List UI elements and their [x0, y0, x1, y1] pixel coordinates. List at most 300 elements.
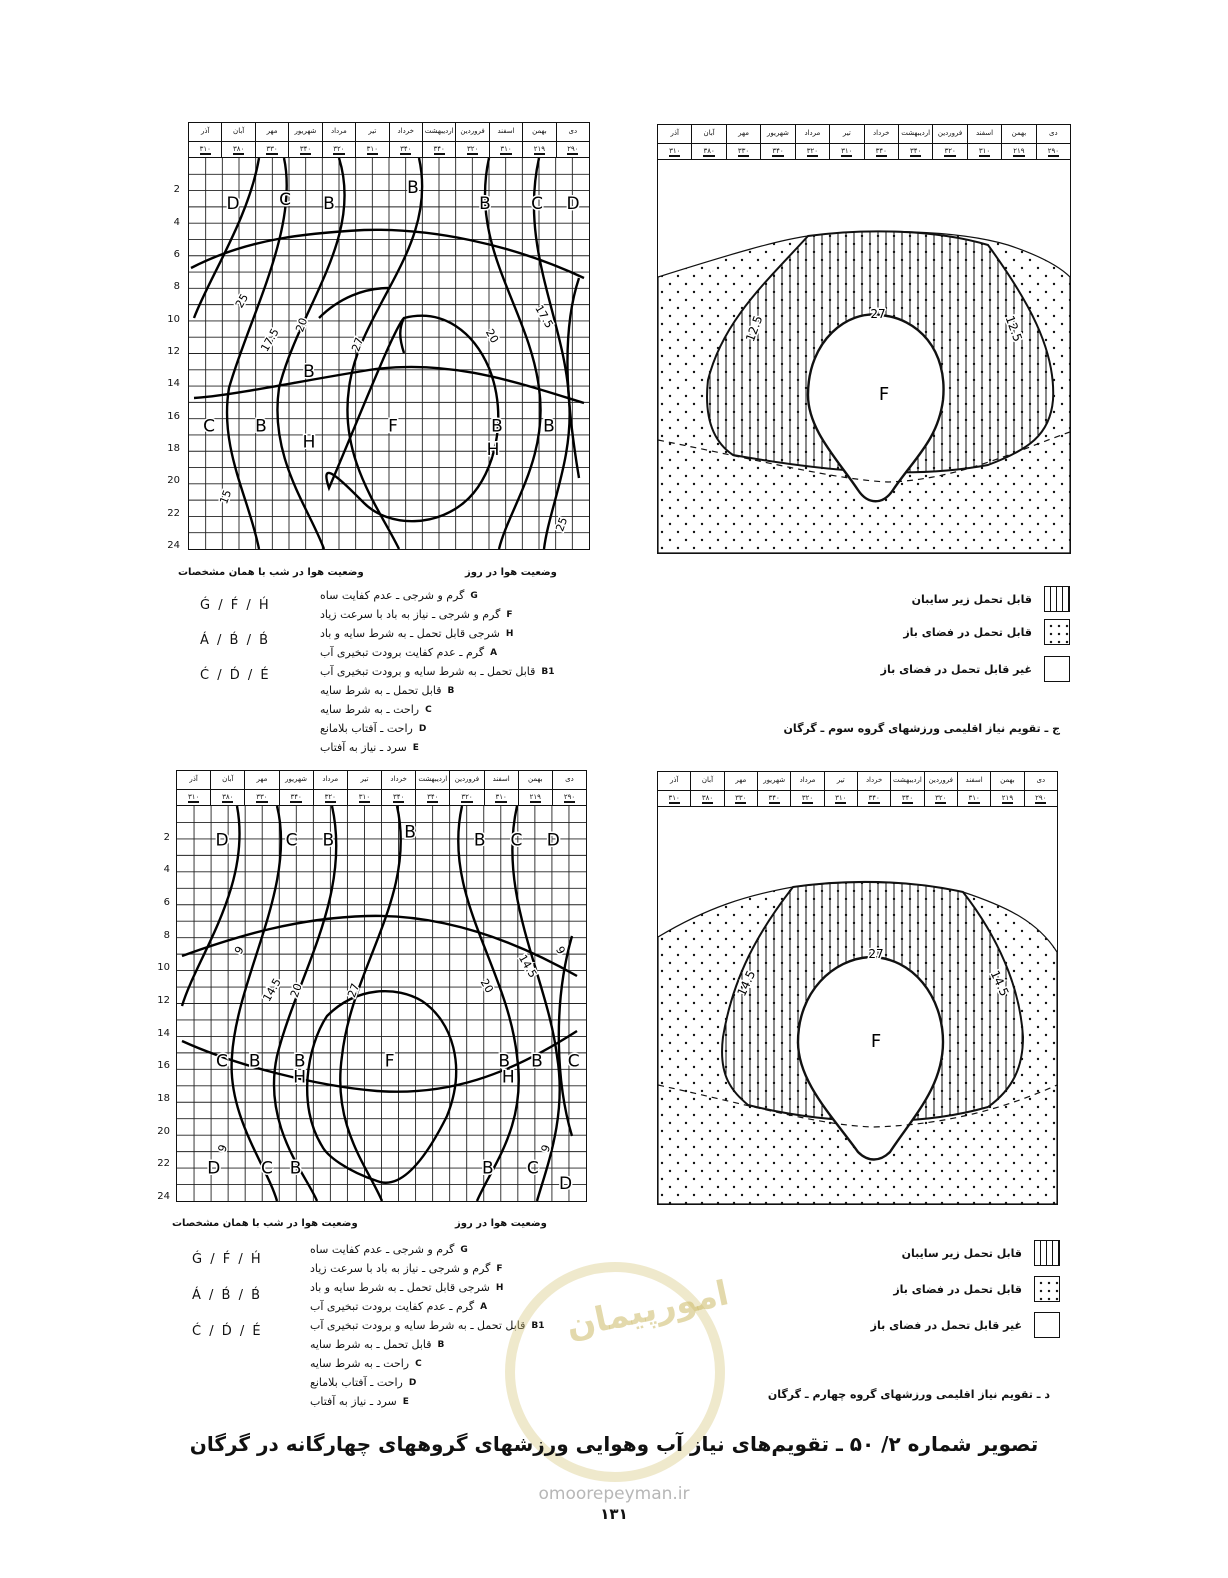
- month-value: ۳۱۰: [968, 794, 980, 802]
- month-cell: خرداد: [381, 771, 415, 789]
- month-value: ۳۴۰: [910, 147, 922, 155]
- hour-tick: 12: [167, 346, 180, 357]
- map-panel-top-right: [657, 124, 1071, 554]
- month-value: ۲۱۹: [533, 145, 546, 153]
- month-value: ۳۲۰: [466, 145, 479, 153]
- zone-letter: D: [546, 830, 560, 851]
- grid-lines: [189, 158, 589, 549]
- legend-intolerable-label: غیر قابل تحمل در فضای باز: [870, 1318, 1022, 1332]
- legend-intolerable-label: غیر قابل تحمل در فضای باز: [880, 662, 1032, 676]
- month-cell: اسفند: [967, 125, 1001, 143]
- day-legend-title: وضعیت هوا در روز: [465, 567, 557, 578]
- night-symbols-row-2: Á / B́ / B́: [200, 633, 271, 648]
- legend-item-text: قابل تحمل ـ به شرط سایه و برودت تبخیری آب: [320, 665, 536, 678]
- hour-tick: 6: [163, 897, 170, 908]
- zone-letter: H: [293, 1067, 307, 1088]
- month-value-cell: [829, 143, 863, 159]
- month-value-cell: [221, 141, 254, 157]
- zone-letter: C: [216, 1051, 228, 1072]
- legend-item-code: E: [412, 742, 419, 753]
- hour-tick: 14: [157, 1027, 170, 1039]
- legend-item: [320, 700, 582, 719]
- zone-letter: F: [878, 384, 890, 405]
- hour-tick: 4: [173, 216, 180, 228]
- month-cell: فروردین: [924, 772, 957, 790]
- zone-letter: C: [526, 1158, 539, 1179]
- month-value: ۳۳۰: [256, 793, 268, 801]
- legend-intolerable: [871, 1312, 1060, 1338]
- contour-label: 14.5: [734, 968, 759, 999]
- hour-tick: 8: [163, 929, 170, 941]
- zone-letter: F: [388, 416, 398, 437]
- month-header: [189, 123, 589, 158]
- page-number: ۱۳۱: [600, 1505, 628, 1523]
- legend-item: [310, 1259, 572, 1278]
- blank-swatch: [1044, 656, 1070, 682]
- hour-tick: 16: [157, 1060, 170, 1072]
- month-value: ۳۴۰: [772, 147, 784, 155]
- month-header: [658, 125, 1070, 160]
- legend-item-code: G: [460, 1244, 468, 1255]
- grid-panel-bottom-left: [176, 770, 587, 1202]
- contour-label: 27: [345, 981, 363, 1000]
- zone-letter: B: [404, 822, 416, 843]
- contour-label: 25: [553, 515, 571, 534]
- isotherm-contour: [319, 288, 389, 318]
- watermark-seal-text: امورپیمان: [562, 1273, 733, 1347]
- contour-grid: [189, 158, 589, 549]
- month-value-cell: [288, 141, 321, 157]
- zone-letter: B: [482, 1158, 494, 1179]
- blank-swatch: [1034, 1312, 1060, 1338]
- month-cell: مرداد: [322, 123, 355, 141]
- legend-open-label: قابل تحمل در فضای باز: [903, 625, 1032, 639]
- contour-label: 14.5: [260, 976, 284, 1004]
- contour-label: 9: [232, 944, 247, 957]
- zone-letter: D: [215, 830, 229, 851]
- month-value: ۳۸۰: [232, 145, 245, 153]
- contour-label: 17.5: [258, 326, 282, 354]
- legend-item: [320, 605, 582, 624]
- legend-item-code: C: [415, 1358, 422, 1369]
- zone-letter: C: [279, 189, 291, 210]
- month-cell: خرداد: [857, 772, 890, 790]
- legend-open-label: قابل تحمل در فضای باز: [893, 1282, 1022, 1296]
- night-symbols-row-1: Ǵ / F́ / H́: [200, 598, 271, 613]
- zone-letter: D: [207, 1158, 221, 1179]
- month-cell: آذر: [200, 127, 210, 135]
- zone-letter: B: [322, 830, 335, 851]
- hatched-swatch: [1034, 1240, 1060, 1266]
- month-value-cell: [957, 790, 990, 806]
- isotherm-contour: [194, 158, 259, 318]
- month-value-cell: [691, 143, 725, 159]
- zone-letter: F: [384, 1051, 395, 1072]
- legend-item-code: D: [408, 1377, 417, 1388]
- month-value-cell: [890, 790, 923, 806]
- legend-item-text: قابل تحمل ـ به شرط سایه: [310, 1338, 432, 1351]
- legend-item-text: گرم و شرجی ـ نیاز به باد با سرعت زیاد: [310, 1262, 491, 1275]
- month-cell: شهریور: [288, 123, 321, 141]
- night-legend-title: وضعیت هوا در شب با همان مشخصات: [172, 1218, 358, 1229]
- zone-letter: C: [203, 416, 215, 437]
- month-cell: آذر: [669, 776, 679, 784]
- legend-item-code: B1: [541, 666, 555, 677]
- dotted-swatch: [1044, 619, 1070, 645]
- zone-letter: D: [226, 193, 240, 214]
- contour-grid: [177, 806, 586, 1201]
- legend-item: [320, 624, 582, 643]
- month-cell: شهریور: [757, 772, 790, 790]
- month-value-cell: [760, 143, 794, 159]
- zone-letter: C: [285, 830, 298, 851]
- legend-item-code: E: [402, 1396, 409, 1407]
- month-cell: شهریور: [279, 771, 313, 789]
- zone-letter: F: [870, 1031, 882, 1052]
- month-value: ۳۴۰: [400, 145, 412, 153]
- month-value-cell: [898, 143, 932, 159]
- legend-item-code: H: [505, 628, 514, 639]
- month-value: ۳۱۰: [366, 145, 378, 153]
- contour-label: 15: [217, 488, 235, 506]
- month-value: ۳۲۰: [806, 147, 819, 155]
- legend-item: [310, 1278, 572, 1297]
- month-value: ۲۱۹: [1013, 147, 1025, 155]
- contour-label: 9: [215, 1142, 231, 1154]
- hour-tick: 24: [167, 540, 180, 551]
- contour-label: 25: [232, 291, 252, 311]
- month-value: ۲۹۰: [1047, 147, 1059, 155]
- month-value-cell: [255, 141, 288, 157]
- grid-panel-top-left: [188, 122, 590, 550]
- month-cell: اسفند: [489, 123, 522, 141]
- month-cell: اسفند: [957, 772, 990, 790]
- hour-tick: 20: [167, 475, 180, 487]
- month-value-cell: [724, 790, 757, 806]
- night-symbols-row-1: Ǵ / F́ / H́: [192, 1252, 263, 1267]
- legend-item-code: B1: [531, 1320, 545, 1331]
- contour-label: 14.5: [515, 952, 540, 981]
- month-cell: بهمن: [518, 771, 552, 789]
- zone-letter: B: [531, 1051, 543, 1072]
- zone-letter: B: [303, 361, 315, 382]
- day-legend-title: وضعیت هوا در روز: [455, 1218, 547, 1229]
- month-value-cell: [552, 789, 586, 805]
- legend-item-code: G: [470, 590, 478, 601]
- caption-group-3: ج ـ تقویم نیاز اقلیمی ورزشهای گروه سوم ـ گرگان: [783, 722, 1060, 735]
- month-value: ۳۸۰: [222, 793, 234, 801]
- legend-item: [320, 681, 582, 700]
- legend-item: [320, 738, 582, 757]
- contour-label: 20: [293, 316, 311, 334]
- tolerance-legend-bottom: [800, 1240, 1060, 1340]
- hour-tick: 22: [157, 1158, 170, 1170]
- zone-letter: B: [543, 416, 555, 437]
- month-value: ۳۲۰: [944, 147, 956, 155]
- legend-item-text: راحت ـ آفتاب بلامانع: [310, 1376, 403, 1389]
- month-cell: دی: [1036, 125, 1070, 143]
- legend-item-text: گرم و شرجی ـ نیاز به باد با سرعت زیاد: [320, 608, 501, 621]
- tolerance-map: [658, 807, 1057, 1204]
- month-cell: تیر: [355, 123, 388, 141]
- legend-open: [893, 1276, 1060, 1302]
- legend-item-text: راحت ـ به شرط سایه: [320, 703, 420, 716]
- legend-item-text: سرد ـ نیاز به آفتاب: [310, 1395, 397, 1408]
- legend-item-text: گرم و شرجی ـ عدم کفایت ساه: [310, 1243, 455, 1256]
- month-value-cell: [389, 141, 422, 157]
- contour-label: 20: [477, 976, 496, 996]
- zone-letter: B: [255, 416, 267, 437]
- month-cell: مرداد: [313, 771, 347, 789]
- legend-open: [903, 619, 1070, 645]
- month-value-cell: [932, 143, 966, 159]
- zone-letter: H: [501, 1067, 515, 1088]
- legend-item-code: D: [418, 723, 427, 734]
- month-value: ۲۹۰: [1035, 794, 1047, 802]
- month-value-cell: [924, 790, 957, 806]
- month-cell: مهر: [724, 772, 757, 790]
- zone-letter: B: [248, 1051, 261, 1072]
- legend-item-text: شرجی قابل تحمل ـ به شرط سایه و باد: [320, 627, 500, 640]
- month-value: ۲۹۰: [563, 793, 576, 801]
- tolerance-legend-top: [810, 586, 1070, 686]
- zone-letter: B: [473, 830, 486, 851]
- month-value: ۳۱۰: [500, 145, 512, 153]
- legend-shade-label: قابل تحمل زیر سایبان: [911, 592, 1032, 606]
- month-cell: شهریور: [760, 125, 794, 143]
- month-value: ۳۴۰: [868, 794, 880, 802]
- month-cell: دی: [1024, 772, 1057, 790]
- night-symbols-row-3: Ć / D́ / É: [192, 1324, 263, 1339]
- hour-tick: 22: [167, 507, 180, 519]
- legend-item-code: F: [506, 609, 513, 620]
- zone-letter: B: [293, 1051, 306, 1072]
- legend-item-text: قابل تحمل ـ به شرط سایه: [320, 684, 442, 697]
- month-value: ۳۱۰: [199, 145, 211, 153]
- hour-tick: 2: [173, 184, 180, 196]
- legend-item-text: راحت ـ به شرط سایه: [310, 1357, 410, 1370]
- month-value: ۳۴۰: [427, 793, 439, 801]
- legend-item-text: قابل تحمل ـ به شرط سایه و برودت تبخیری آب: [310, 1319, 526, 1332]
- contour-label: 12.5: [1002, 313, 1025, 344]
- month-value-cell: [244, 789, 278, 805]
- month-value-cell: [824, 790, 857, 806]
- contour-label: 27: [868, 947, 884, 961]
- month-value-cell: [489, 141, 522, 157]
- month-value-cell: [415, 789, 449, 805]
- month-cell: اردیبهشت: [415, 771, 449, 789]
- legend-shade: [902, 1240, 1060, 1266]
- isotherm-contour: [567, 278, 579, 478]
- month-cell: آبان: [690, 772, 723, 790]
- hour-tick: 6: [173, 249, 180, 260]
- contour-label: 14.5: [987, 968, 1012, 999]
- month-cell: آذر: [189, 775, 198, 783]
- month-value-cell: [355, 141, 388, 157]
- hour-tick: 12: [157, 995, 170, 1006]
- zone-letter: C: [261, 1158, 273, 1179]
- month-value: ۳۱۰: [669, 147, 681, 155]
- month-cell: آبان: [210, 771, 244, 789]
- month-value: ۳۴۰: [299, 145, 312, 153]
- hour-tick: 24: [157, 1191, 170, 1202]
- month-value: ۳۴۰: [901, 794, 914, 802]
- month-cell: تیر: [347, 771, 381, 789]
- month-value-cell: [177, 789, 210, 805]
- caption-group-4: د ـ تقویم نیاز اقلیمی ورزشهای گروه چهارم ـ گرگان: [767, 1388, 1050, 1401]
- month-cell: فروردین: [932, 125, 966, 143]
- legend-item-text: گرم ـ عدم کفایت برودت تبخیری آب: [320, 646, 485, 659]
- month-value: ۳۱۰: [835, 794, 847, 802]
- legend-item: [310, 1240, 572, 1259]
- month-value-cell: [279, 789, 313, 805]
- month-value: ۳۱۰: [358, 793, 371, 801]
- zone-letter: C: [510, 830, 523, 851]
- month-value-cell: [726, 143, 760, 159]
- hour-tick: 10: [167, 313, 180, 325]
- month-value-cell: [347, 789, 381, 805]
- month-value: ۲۹۰: [567, 145, 579, 153]
- night-legend-title: وضعیت هوا در شب با همان مشخصات: [178, 567, 364, 578]
- month-value: ۳۲۰: [324, 793, 336, 801]
- month-value-cell: [322, 141, 355, 157]
- month-cell: اردیبهشت: [890, 772, 923, 790]
- hour-tick: 2: [163, 831, 170, 843]
- month-cell: آبان: [691, 125, 725, 143]
- legend-item-code: H: [495, 1282, 504, 1293]
- month-value: ۳۳۰: [735, 794, 747, 802]
- month-value: ۳۴۰: [433, 145, 445, 153]
- hour-tick: 18: [167, 443, 180, 454]
- month-value: ۳۸۰: [703, 147, 715, 155]
- hour-tick: 10: [157, 962, 170, 974]
- month-cell: اردیبهشت: [898, 125, 932, 143]
- month-value-cell: [484, 789, 518, 805]
- month-value: ۳۸۰: [701, 794, 714, 802]
- month-cell: دی: [552, 771, 586, 789]
- month-value-cell: [990, 790, 1023, 806]
- zone-letter: B: [479, 193, 491, 214]
- contour-label: 20: [287, 981, 305, 1000]
- hour-tick: 18: [157, 1093, 170, 1104]
- month-header: [177, 771, 586, 806]
- month-value: ۳۱۰: [187, 793, 200, 801]
- month-cell: اسفند: [484, 771, 518, 789]
- month-value-cell: [864, 143, 898, 159]
- contour-label: 27: [349, 335, 367, 354]
- hatched-swatch: [1044, 586, 1070, 612]
- legend-item-code: B: [437, 1339, 445, 1350]
- zone-letter: B: [498, 1051, 511, 1072]
- legend-item: [320, 662, 582, 681]
- legend-shade: [912, 586, 1070, 612]
- month-value-cell: [967, 143, 1001, 159]
- month-value-cell: [313, 789, 347, 805]
- month-value-cell: [455, 141, 488, 157]
- legend-item: [320, 586, 582, 605]
- zone-letter: D: [566, 193, 580, 214]
- month-value: ۳۳۰: [266, 145, 278, 153]
- month-value: ۳۴۰: [768, 794, 780, 802]
- month-cell: مهر: [244, 771, 278, 789]
- legend-item-text: گرم ـ عدم کفایت برودت تبخیری آب: [310, 1300, 475, 1313]
- zone-letter: C: [567, 1051, 580, 1072]
- legend-shade-label: قابل تحمل زیر سایبان: [901, 1246, 1022, 1260]
- month-value-cell: [1036, 143, 1070, 159]
- month-cell: اردیبهشت: [422, 123, 455, 141]
- month-cell: آبان: [221, 123, 254, 141]
- legend-item: [320, 643, 582, 662]
- month-cell: مهر: [726, 125, 760, 143]
- month-value-cell: [658, 143, 691, 159]
- month-value-cell: [1024, 790, 1057, 806]
- month-value: ۳۳۰: [737, 147, 750, 155]
- contour-label: 20: [482, 326, 502, 346]
- month-value-cell: [757, 790, 790, 806]
- month-cell: فروردین: [455, 123, 488, 141]
- month-value-cell: [522, 141, 555, 157]
- month-cell: بهمن: [990, 772, 1023, 790]
- month-cell: بهمن: [522, 123, 555, 141]
- month-value: ۳۱۰: [495, 793, 507, 801]
- month-value-cell: [422, 141, 455, 157]
- hour-tick: 16: [167, 410, 180, 422]
- hour-tick: 20: [157, 1125, 170, 1137]
- legend-intolerable: [881, 656, 1070, 682]
- contour-label: 9: [538, 1142, 554, 1154]
- month-cell: آذر: [670, 129, 679, 137]
- zone-letter: H: [302, 432, 316, 453]
- figure-title: تصویر شماره ۲/ ۵۰ ـ تقویم‌های نیاز آب وهوایی ورزشهای گروههای چهارگانه در گرگان: [189, 1432, 1039, 1456]
- legend-item-code: A: [490, 647, 498, 658]
- month-value: ۳۲۰: [801, 794, 814, 802]
- contour-label: 17.5: [532, 302, 556, 331]
- month-value: ۳۴۰: [875, 147, 887, 155]
- month-value: ۳۴۰: [290, 793, 302, 801]
- month-value-cell: [658, 790, 690, 806]
- hour-tick: 14: [167, 378, 180, 390]
- zone-letter: H: [486, 440, 500, 461]
- legend-item-code: A: [480, 1301, 488, 1312]
- month-cell: مرداد: [790, 772, 823, 790]
- watermark-url: omoorepeyman.ir: [538, 1484, 690, 1504]
- month-cell: خرداد: [389, 123, 422, 141]
- grid-lines: [177, 806, 586, 1201]
- dotted-swatch: [1034, 1276, 1060, 1302]
- legend-item-text: سرد ـ نیاز به آفتاب: [320, 741, 407, 754]
- month-value-cell: [449, 789, 483, 805]
- contour-label: 9: [553, 944, 568, 957]
- zone-letter: C: [531, 193, 543, 214]
- month-cell: تیر: [824, 772, 857, 790]
- month-cell: فروردین: [449, 771, 483, 789]
- month-value: ۳۱۰: [978, 147, 991, 155]
- map-panel-bottom-right: [657, 771, 1058, 1205]
- month-value-cell: [857, 790, 890, 806]
- month-value: ۳۲۰: [935, 794, 947, 802]
- legend-item-text: شرجی قابل تحمل ـ به شرط سایه و باد: [310, 1281, 490, 1294]
- night-symbols-row-3: Ć / D́ / É: [200, 668, 271, 683]
- month-value: ۳۲۰: [333, 145, 345, 153]
- month-cell: تیر: [829, 125, 863, 143]
- legend-item: [320, 719, 582, 738]
- zone-letter: B: [407, 178, 419, 199]
- month-value: ۳۱۰: [841, 147, 853, 155]
- contour-label: 12.5: [743, 313, 766, 344]
- month-cell: خرداد: [864, 125, 898, 143]
- hour-tick: 8: [173, 281, 180, 293]
- isotherm-contour: [191, 230, 584, 278]
